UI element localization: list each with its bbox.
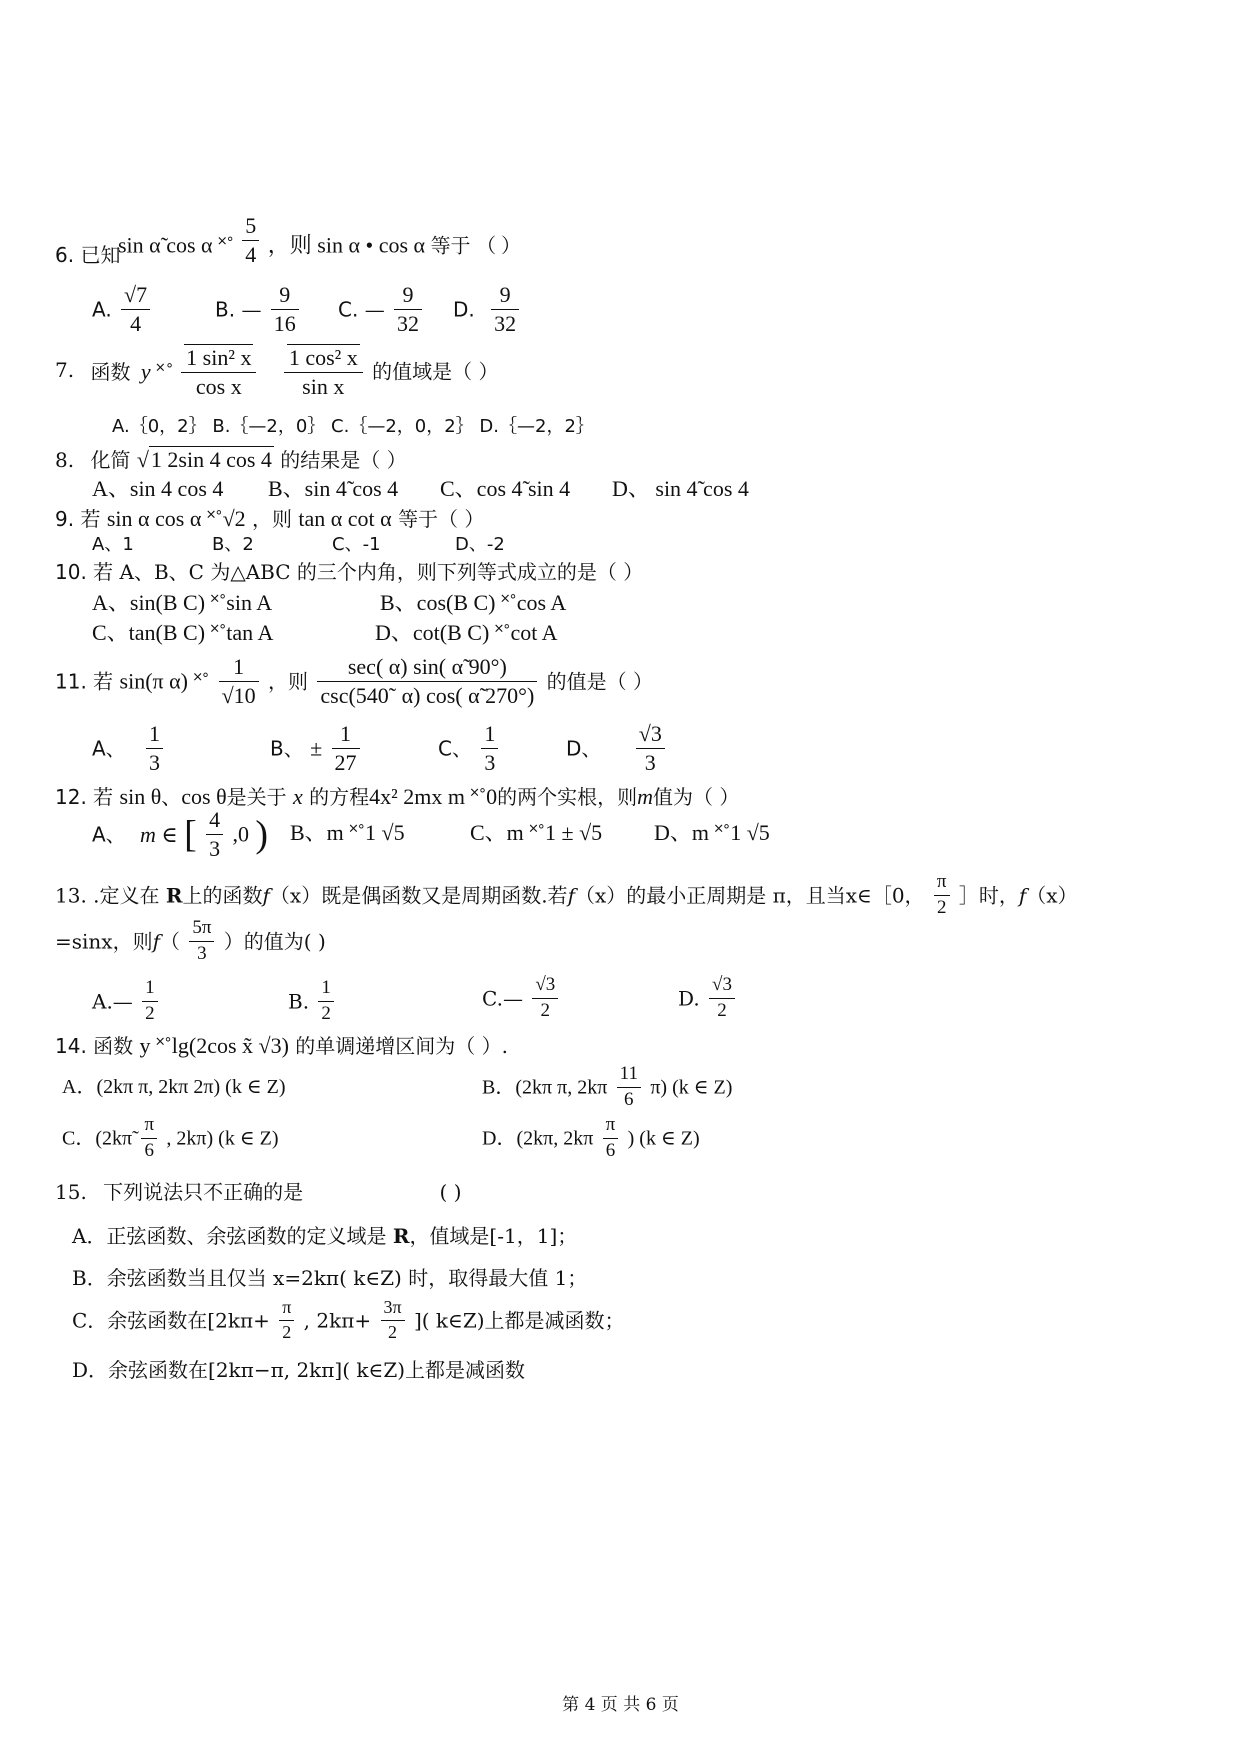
denominator: 2 bbox=[936, 896, 947, 918]
option-fraction bbox=[709, 975, 735, 1022]
question-number: 14. bbox=[55, 1034, 87, 1058]
q11-option-c bbox=[438, 722, 501, 775]
q14-option-a: A．(2kπ π, 2kπ 2π) (k ∈ Z) bbox=[62, 1076, 286, 1098]
q8-option-a: A、sin 4 cos 4 bbox=[92, 476, 224, 501]
question-10 bbox=[55, 562, 643, 582]
numerator: 1 bbox=[332, 722, 360, 749]
q13-f2: f bbox=[567, 883, 575, 908]
q10-option-d: D、cot(B C) ˟˚cot A bbox=[375, 620, 558, 645]
q14-option-b bbox=[482, 1064, 732, 1111]
question-14 bbox=[55, 1035, 508, 1057]
question-text: 函数 bbox=[93, 1034, 134, 1058]
numerator: π bbox=[141, 1115, 157, 1139]
denominator: sin x bbox=[302, 374, 345, 400]
question-text: 若 bbox=[93, 785, 114, 809]
q11-big-fraction bbox=[317, 655, 537, 708]
q13-text3: （x）既是偶函数又是周期函数.若 bbox=[269, 883, 568, 908]
radicand: 1 cos² x bbox=[288, 345, 358, 370]
numerator: 3π bbox=[381, 1298, 405, 1321]
option-R: R bbox=[392, 1224, 410, 1248]
q11-then: ，则 bbox=[268, 669, 309, 694]
numerator: 4 bbox=[206, 808, 223, 835]
q13-line2b: （ bbox=[159, 929, 180, 954]
denominator: csc(540˜ α) cos( α̃ 270°) bbox=[320, 683, 535, 709]
q6-option-c bbox=[338, 283, 425, 336]
option-label: B、 bbox=[270, 736, 304, 761]
option-text-3: ]( k∈Z)上都是减函数； bbox=[413, 1308, 625, 1333]
q13-text4: （x）的最小正周期是 π，且当 bbox=[574, 883, 846, 908]
denominator: 27 bbox=[334, 750, 357, 776]
q15-option-a bbox=[72, 1226, 577, 1246]
question-number: 10. bbox=[55, 560, 87, 584]
q13-text6: （x） bbox=[1026, 883, 1078, 908]
numerator: √7 bbox=[121, 283, 150, 310]
option-fraction bbox=[271, 283, 299, 336]
q9-then: ，则 bbox=[252, 507, 293, 531]
option-fraction-2 bbox=[381, 1298, 405, 1343]
numerator: 9 bbox=[271, 283, 299, 310]
q14-option-d bbox=[482, 1115, 700, 1162]
question-text: 化简 bbox=[90, 448, 131, 472]
numerator: 9 bbox=[394, 283, 422, 310]
question-number: 7. bbox=[55, 358, 75, 383]
option-label: A、 bbox=[92, 822, 126, 847]
q14-expr: y ˟˚lg(2cos x̃ √3) bbox=[139, 1033, 289, 1058]
q11-option-d bbox=[566, 722, 668, 775]
denominator: 3 bbox=[644, 750, 656, 776]
denominator: 32 bbox=[494, 311, 517, 337]
denominator: 2 bbox=[145, 1002, 155, 1024]
denominator: cos x bbox=[195, 374, 242, 400]
question-text: 若 bbox=[93, 669, 114, 694]
q6-cond-fraction bbox=[242, 214, 259, 267]
q10-option-b: B、cos(B C) ˟˚cos A bbox=[380, 590, 567, 615]
question-12: 12. 若 sin θ、cos θ是关于 x 的方程4x² 2mx m ˟˚0的两个实根，则m值为（ ） bbox=[55, 784, 740, 809]
option-label: C、 bbox=[438, 736, 472, 761]
q6-then: ，则 bbox=[267, 232, 312, 258]
numerator: 1 bbox=[146, 722, 163, 749]
question-text: 已知 bbox=[80, 243, 121, 267]
option-sign: ± bbox=[310, 735, 323, 761]
q12-equation: 4x² 2mx m ˟˚0 bbox=[369, 784, 498, 809]
q12-mid: 是关于 bbox=[226, 785, 287, 809]
option-expr: m ∈ bbox=[140, 821, 178, 847]
q7-y: y ˟˚ bbox=[140, 358, 172, 384]
option-fraction bbox=[617, 1064, 641, 1111]
q13-option-c bbox=[482, 975, 561, 1022]
option-fraction bbox=[142, 978, 158, 1025]
q13-R: R bbox=[165, 883, 183, 908]
q7-tail: 的值域是（ ） bbox=[372, 359, 499, 384]
numerator: √3 bbox=[709, 975, 735, 999]
numerator: 1 bbox=[219, 655, 259, 682]
denominator: 6 bbox=[144, 1139, 155, 1161]
q8-radicand: 1 2sin 4 cos 4 bbox=[150, 447, 272, 472]
option-text: C．(2kπ̃ bbox=[62, 1127, 133, 1150]
q13-line2 bbox=[55, 918, 326, 965]
option-fraction bbox=[481, 722, 498, 775]
option-text-2: ) (k ∈ Z) bbox=[627, 1127, 700, 1150]
q12-cos: cos θ bbox=[181, 784, 227, 809]
option-tail: ,0 bbox=[232, 821, 249, 847]
numerator: 9 bbox=[491, 283, 519, 310]
denominator: 2 bbox=[540, 999, 551, 1021]
q6-option-d bbox=[453, 283, 522, 336]
numerator: 1 bbox=[318, 978, 334, 1002]
q8-tail: 的结果是（ ） bbox=[280, 448, 407, 472]
q14-option-c bbox=[62, 1115, 279, 1162]
option-fraction bbox=[206, 808, 223, 861]
q11-option-b bbox=[270, 722, 363, 775]
numerator: sec( α) sin( α̃ 90°) bbox=[317, 655, 537, 682]
radicand: 1 sin² x bbox=[186, 345, 252, 370]
denominator: 2 bbox=[717, 999, 727, 1021]
denominator: √10 bbox=[221, 683, 256, 709]
q12-option-c: C、m ˟˚1 ± √5 bbox=[470, 820, 603, 845]
denominator: 3 bbox=[149, 750, 161, 776]
q13-line2c: ）的值为( ) bbox=[223, 929, 326, 954]
option-text: A．正弦函数、余弦函数的定义域是 bbox=[72, 1224, 393, 1248]
option-label: D. bbox=[453, 297, 475, 322]
q11-condition: sin(π α) ˟˚ bbox=[119, 668, 210, 694]
option-label: A.— bbox=[92, 989, 133, 1014]
q9-option-d: D、-2 bbox=[455, 534, 505, 555]
q13-f: f bbox=[262, 883, 270, 908]
question-15 bbox=[55, 1182, 462, 1202]
option-fraction bbox=[146, 722, 163, 775]
denominator: 3 bbox=[197, 942, 207, 964]
q12-tail2: 值为（ ） bbox=[653, 785, 740, 809]
numerator: 5π bbox=[189, 918, 214, 942]
q13-query-fraction bbox=[189, 918, 214, 965]
question-13 bbox=[55, 872, 1078, 919]
option-label: B. bbox=[288, 989, 310, 1014]
q12-tail1: 的两个实根，则 bbox=[497, 785, 638, 809]
q9-option-c: C、-1 bbox=[332, 534, 381, 555]
denominator: 2 bbox=[321, 1002, 331, 1024]
denominator: 2 bbox=[282, 1321, 292, 1342]
question-text: 函数 bbox=[90, 359, 131, 384]
q6-cond-lhs: sin α̃ cos α ˟˚ bbox=[118, 232, 234, 258]
numerator: √3 bbox=[532, 975, 558, 999]
q13-f4: f bbox=[152, 929, 160, 954]
denominator: 6 bbox=[624, 1088, 634, 1110]
q14-tail: 的单调递增区间为（ ）. bbox=[295, 1034, 509, 1058]
numerator: 5 bbox=[242, 214, 259, 241]
option-fraction bbox=[532, 975, 558, 1022]
question-text: 下列说法只不正确的是 bbox=[103, 1180, 304, 1204]
option-label: A、 bbox=[92, 736, 126, 761]
option-text-2: ，值域是[-1，1]； bbox=[409, 1224, 578, 1248]
numerator: π bbox=[279, 1298, 294, 1321]
option-fraction bbox=[603, 1115, 619, 1162]
q13-text5: ］时， bbox=[958, 883, 1019, 908]
question-number: 15. bbox=[55, 1180, 87, 1204]
option-text: D．(2kπ, 2kπ bbox=[482, 1127, 594, 1150]
question-number: 12. bbox=[55, 785, 87, 809]
option-fraction bbox=[318, 978, 334, 1025]
q15-option-b: B．余弦函数当且仅当 x=2kπ( k∈Z) 时，取得最大值 1； bbox=[72, 1266, 588, 1290]
q13-option-a bbox=[92, 978, 161, 1025]
q6-condition bbox=[118, 213, 522, 268]
question-11 bbox=[55, 655, 653, 708]
q13-domain: x∈［0， bbox=[845, 883, 925, 908]
numerator: π bbox=[603, 1115, 619, 1139]
q6-paren: （ ） bbox=[476, 235, 522, 258]
q15-option-d: D．余弦函数在[2kπ−π, 2kπ]( k∈Z)上都是减函数 bbox=[72, 1358, 526, 1382]
numerator: 1 bbox=[142, 978, 158, 1002]
q9-expr: tan α cot α bbox=[298, 506, 392, 531]
q10-option-a: A、sin(B C) ˟˚sin A bbox=[92, 590, 273, 615]
q12-option-a: A、 m ∈ [ $\frac{4}{3}$ ,0 ) bbox=[92, 807, 268, 862]
page-footer: 第 4 页 共 6 页 bbox=[562, 1695, 679, 1715]
option-fraction bbox=[394, 283, 422, 336]
question-number: 11. bbox=[55, 669, 87, 694]
q11-cond-fraction bbox=[219, 655, 259, 708]
q7-options: A.｛0，2｝ B.｛—2，0｝ C.｛—2，0，2｝ D.｛—2，2｝ bbox=[112, 416, 594, 437]
q11-tail: 的值是（ ） bbox=[546, 669, 653, 694]
option-fraction bbox=[636, 722, 665, 775]
option-fraction bbox=[332, 722, 360, 775]
question-text: 若 A、B、C 为△ABC 的三个内角，则下列等式成立的是（ ） bbox=[93, 560, 644, 584]
denominator: 3 bbox=[484, 750, 496, 776]
numerator: 1 bbox=[481, 722, 498, 749]
q9-option-a: A、1 bbox=[92, 534, 134, 555]
option-text: B．(2kπ π, 2kπ bbox=[482, 1076, 608, 1099]
option-label: A. bbox=[92, 297, 112, 322]
option-fraction-1 bbox=[279, 1298, 294, 1343]
question-number: 9. bbox=[55, 507, 75, 531]
denominator: 32 bbox=[397, 311, 420, 337]
q13-text: .定义在 bbox=[93, 883, 160, 908]
question-number: 8. bbox=[55, 448, 75, 472]
q13-pi-fraction bbox=[934, 872, 950, 919]
option-label: D、 bbox=[566, 736, 602, 761]
q10-option-c: C、tan(B C) ˟˚tan A bbox=[92, 620, 274, 645]
q15-paren: ( ) bbox=[439, 1180, 462, 1204]
question-text: 若 bbox=[80, 507, 101, 531]
option-text-2: , 2kπ) (k ∈ Z) bbox=[166, 1127, 279, 1150]
option-text: C．余弦函数在[2kπ+ bbox=[72, 1308, 270, 1333]
q13-f3: f bbox=[1018, 883, 1027, 908]
option-fraction bbox=[141, 1115, 157, 1162]
q12-mid2: 的方程 bbox=[309, 785, 370, 809]
question-7 bbox=[55, 344, 498, 399]
q12-option-b: B、m ˟˚1 √5 bbox=[290, 820, 405, 845]
denominator: 6 bbox=[605, 1139, 616, 1161]
q12-sin: sin θ bbox=[119, 784, 162, 809]
denominator: 16 bbox=[273, 311, 296, 337]
q7-fraction-2 bbox=[284, 344, 363, 399]
question-8: 8. 化简 √1 2sin 4 cos 4 的结果是（ ） bbox=[55, 447, 407, 472]
q6-option-a bbox=[92, 283, 153, 336]
numerator: 11 bbox=[617, 1064, 641, 1088]
question-6 bbox=[55, 245, 120, 265]
option-label: C.— bbox=[482, 986, 523, 1011]
denominator: 2 bbox=[388, 1321, 398, 1342]
q9-condition: sin α cos α ˟˚√2 bbox=[106, 506, 246, 531]
question-number: 13. bbox=[55, 883, 87, 908]
option-label: B. bbox=[215, 297, 236, 322]
q9-option-b: B、2 bbox=[212, 534, 254, 555]
q13-text2: 上的函数 bbox=[182, 883, 263, 908]
q6-tail: 等于 bbox=[430, 235, 471, 258]
denominator: 4 bbox=[130, 311, 142, 337]
option-fraction bbox=[121, 283, 150, 336]
option-label: D. bbox=[678, 986, 700, 1011]
q6-option-b bbox=[215, 283, 302, 336]
q13-option-d bbox=[678, 975, 738, 1022]
q7-fraction-1 bbox=[181, 344, 256, 399]
q9-tail: 等于（ ） bbox=[398, 507, 485, 531]
q8-option-d: D、 sin 4̃ cos 4 bbox=[612, 476, 749, 501]
q6-expr: sin α • cos α bbox=[317, 232, 426, 258]
option-fraction bbox=[491, 283, 519, 336]
option-text-2: , 2kπ+ bbox=[303, 1308, 372, 1333]
option-label: C. bbox=[338, 297, 359, 322]
q13-line2a: =sinx，则 bbox=[55, 929, 153, 954]
q13-option-b bbox=[288, 978, 337, 1025]
q15-option-c bbox=[72, 1298, 625, 1343]
question-number: 6. bbox=[55, 243, 75, 267]
q12-option-d: D、m ˟˚1 √5 bbox=[654, 820, 770, 845]
option-sign: — bbox=[364, 297, 385, 322]
denominator: 3 bbox=[209, 836, 221, 862]
numerator: π bbox=[934, 872, 950, 896]
option-sign: — bbox=[241, 297, 262, 322]
q12-x: x bbox=[292, 784, 303, 809]
q8-option-c: C、cos 4̃ sin 4 bbox=[440, 476, 571, 501]
numerator: √3 bbox=[636, 722, 665, 749]
option-text-2: π) (k ∈ Z) bbox=[650, 1076, 733, 1099]
q11-option-a bbox=[92, 722, 166, 775]
question-9 bbox=[55, 508, 484, 530]
denominator: 4 bbox=[245, 242, 257, 268]
q12-m: m bbox=[637, 784, 654, 809]
q8-option-b: B、sin 4̃ cos 4 bbox=[268, 476, 399, 501]
